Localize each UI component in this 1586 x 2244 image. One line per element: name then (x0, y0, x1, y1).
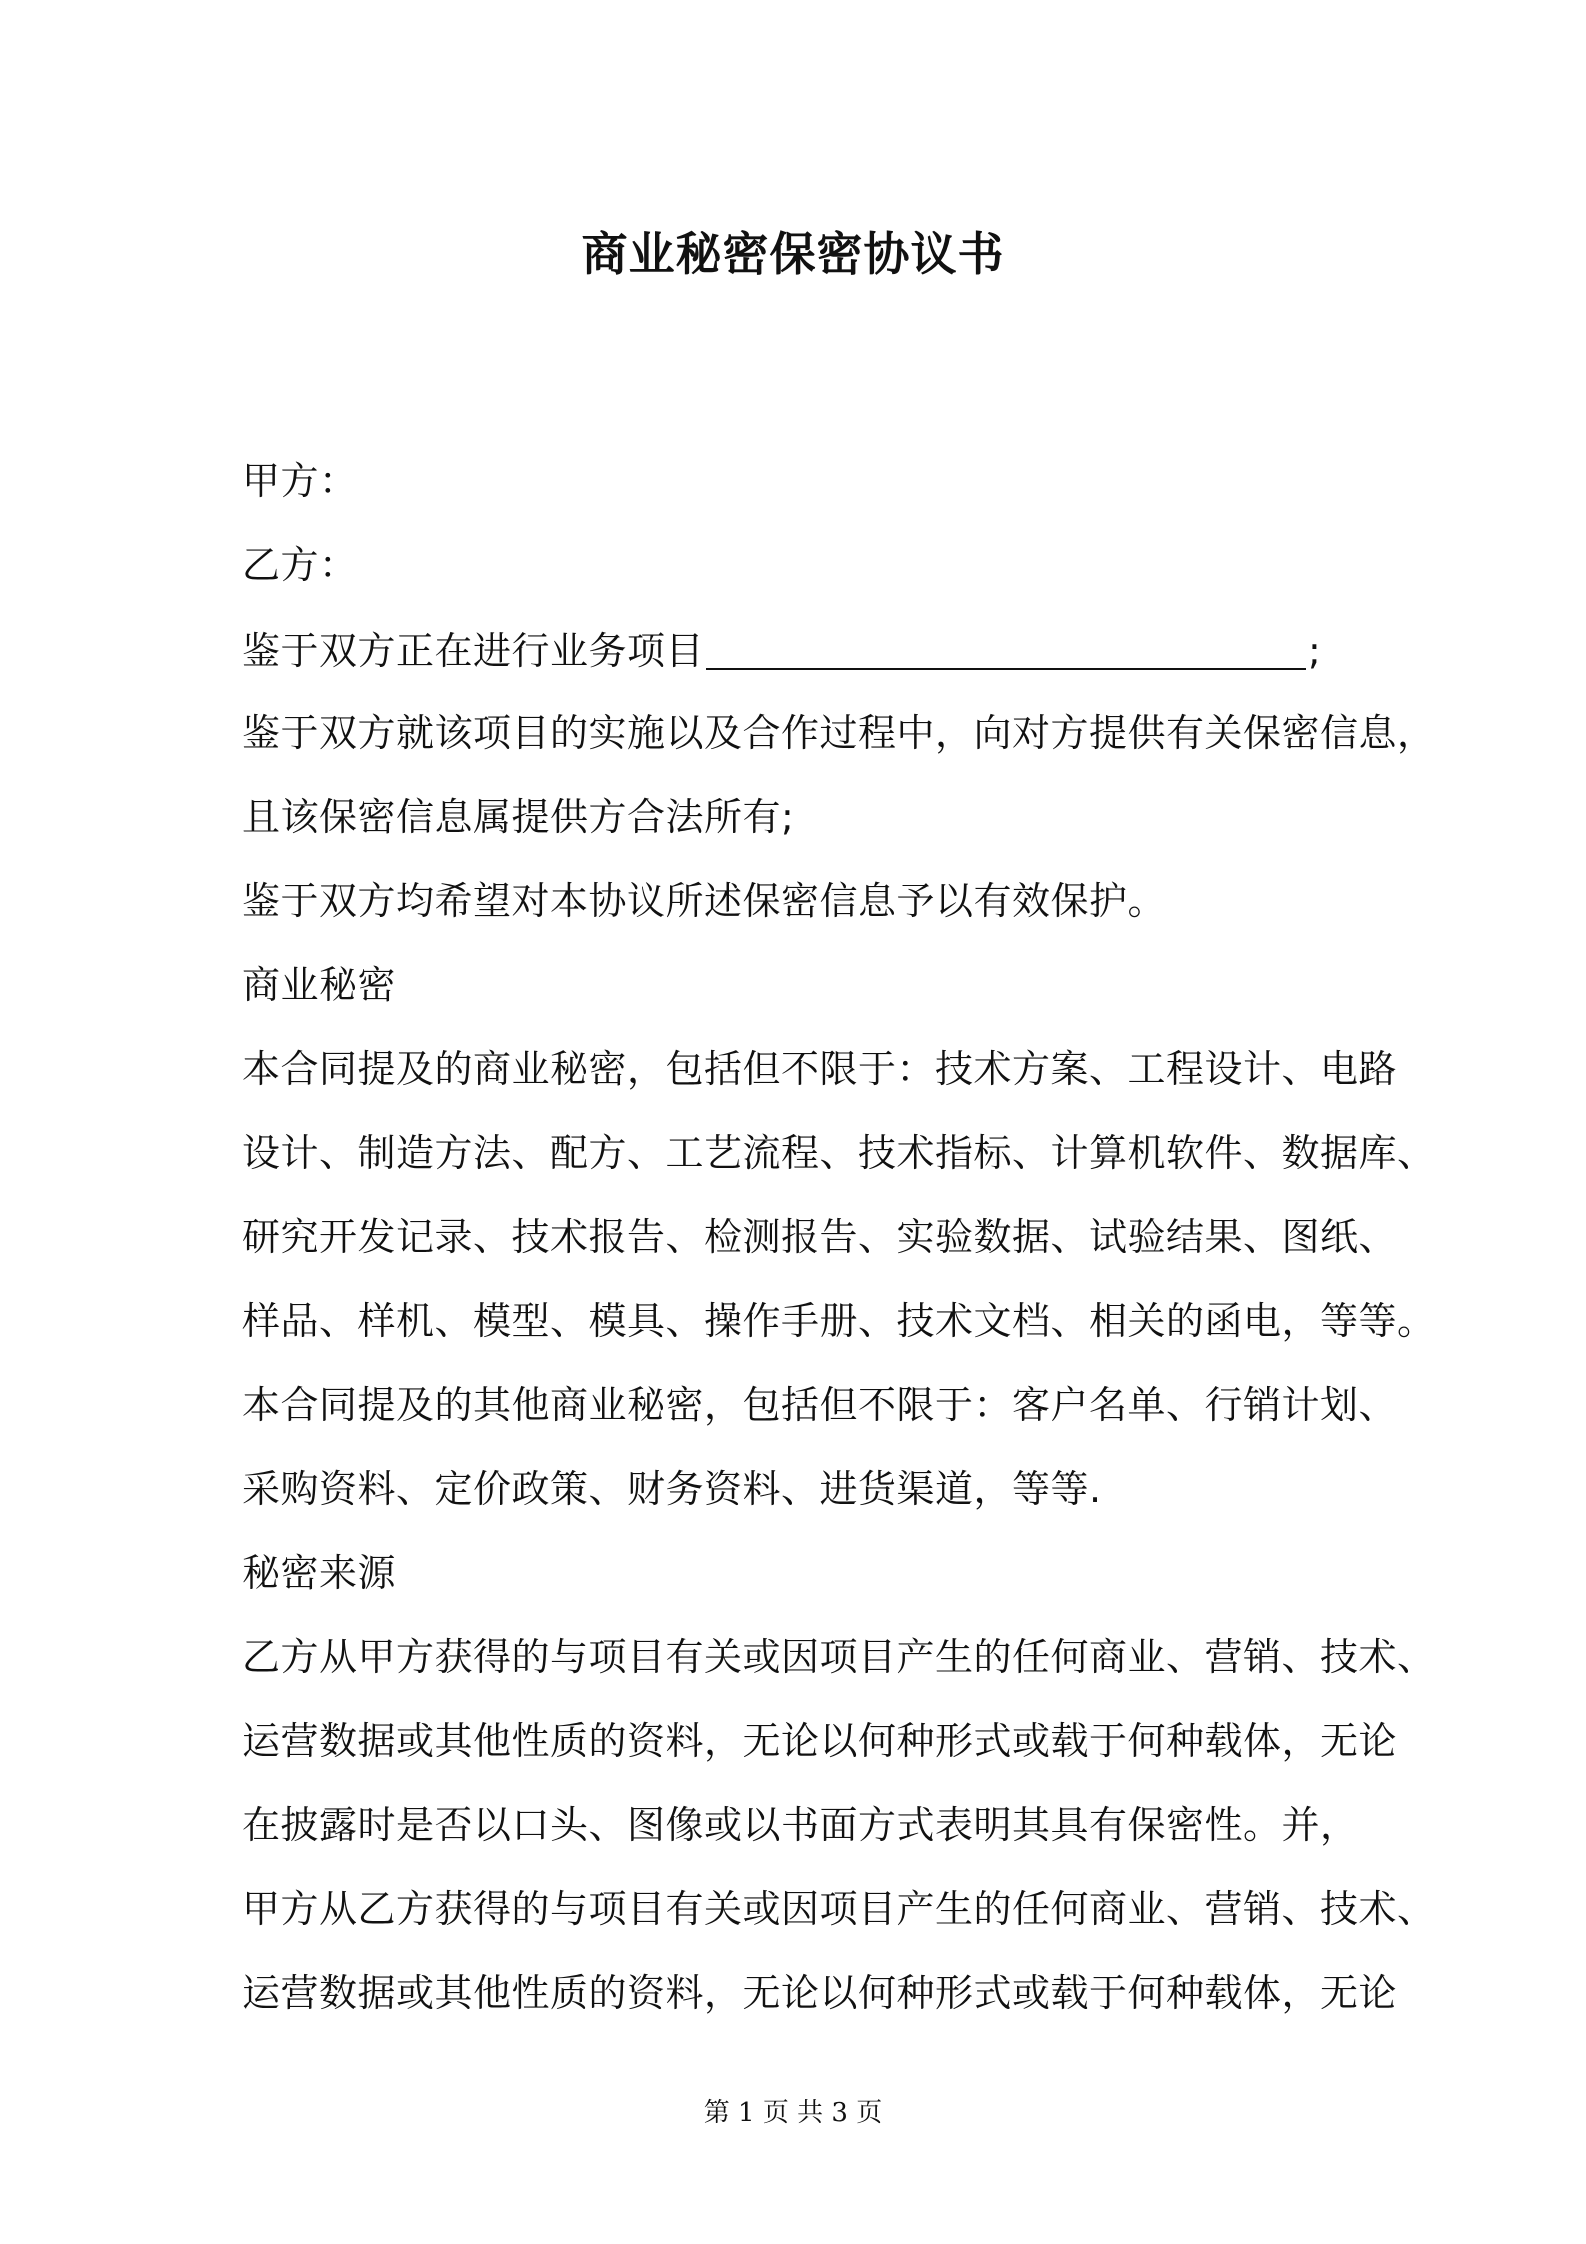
page-number-footer: 第 1 页 共 3 页 (703, 2098, 883, 2128)
paragraph-line: 甲方从乙方获得的与项目有关或因项目产生的任何商业、营销、技术、 (242, 1887, 1436, 1931)
paragraph-line: 且该保密信息属提供方合法所有; (242, 795, 795, 839)
paragraph-line: 乙方从甲方获得的与项目有关或因项目产生的任何商业、营销、技术、 (242, 1635, 1436, 1679)
paragraph-line: 研究开发记录、技术报告、检测报告、实验数据、试验结果、图纸、 (242, 1215, 1398, 1259)
section-heading-secret-source: 秘密来源 (242, 1551, 397, 1595)
section-heading-trade-secrets: 商业秘密 (242, 963, 397, 1007)
paragraph-line: 鉴于双方均希望对本协议所述保密信息予以有效保护。 (242, 879, 1167, 923)
document-title: 商业秘密保密协议书 (581, 227, 1005, 281)
whereas-project-line (242, 626, 1321, 676)
paragraph-line: 运营数据或其他性质的资料，无论以何种形式或载于何种载体，无论 (242, 1719, 1398, 1763)
paragraph-line: 设计、制造方法、配方、工艺流程、技术指标、计算机软件、数据库、 (242, 1131, 1436, 1175)
whereas-project-text: 鉴于双方正在进行业务项目 (242, 629, 705, 673)
whereas-project-suffix: ; (1308, 629, 1322, 673)
paragraph-line: 本合同提及的其他商业秘密，包括但不限于：客户名单、行销计划、 (242, 1383, 1398, 1427)
party-b-label: 乙方： (242, 543, 358, 587)
paragraph-line: 样品、样机、模型、模具、操作手册、技术文档、相关的函电，等等。 (242, 1299, 1436, 1343)
paragraph-line: 运营数据或其他性质的资料，无论以何种形式或载于何种载体，无论 (242, 1971, 1398, 2015)
paragraph-line: 采购资料、定价政策、财务资料、进货渠道，等等. (242, 1467, 1102, 1511)
paragraph-line: 本合同提及的商业秘密，包括但不限于：技术方案、工程设计、电路 (242, 1047, 1398, 1091)
project-blank-underline (706, 668, 1306, 670)
paragraph-line: 在披露时是否以口头、图像或以书面方式表明其具有保密性。并， (242, 1803, 1359, 1847)
party-a-label: 甲方： (242, 459, 358, 503)
paragraph-line: 鉴于双方就该项目的实施以及合作过程中，向对方提供有关保密信息， (242, 711, 1436, 755)
